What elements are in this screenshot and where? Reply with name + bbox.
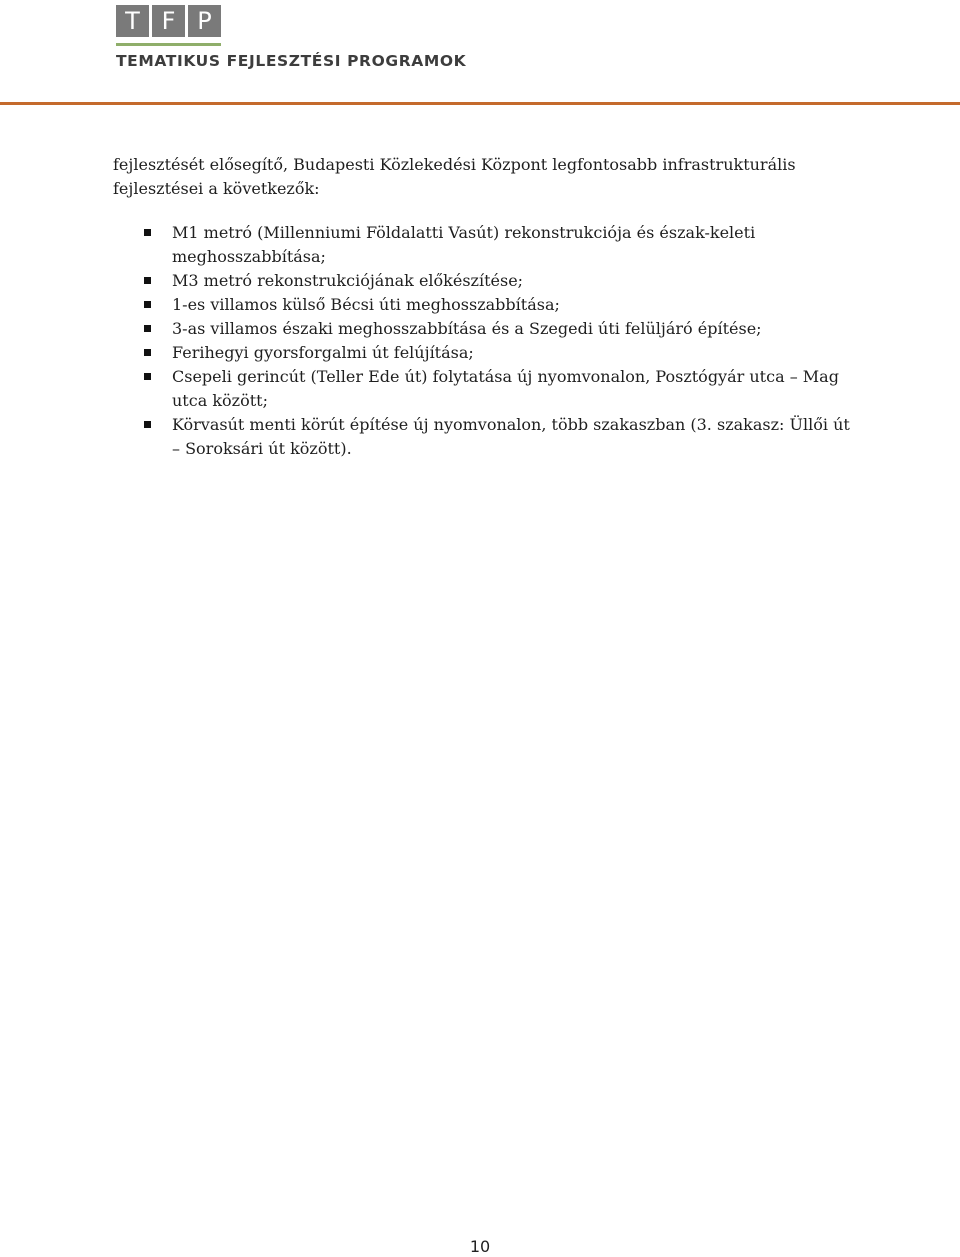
logo-tagline: TEMATIKUS FEJLESZTÉSI PROGRAMOK: [116, 52, 467, 70]
square-bullet-icon: [144, 349, 151, 356]
square-bullet-icon: [144, 277, 151, 284]
logo-letter-t: T: [116, 5, 149, 37]
intro-paragraph: fejlesztését elősegítő, Budapesti Közlekedési Központ legfontosabb infrastrukturális fejlesztései a következők:: [113, 155, 796, 198]
square-bullet-icon: [144, 301, 151, 308]
page-header: [0, 0, 960, 110]
logo-letter-p: P: [188, 5, 221, 37]
document-body: [113, 153, 853, 461]
list-item: [113, 317, 853, 341]
square-bullet-icon: [144, 373, 151, 380]
square-bullet-icon: [144, 421, 151, 428]
tfp-logo: [116, 5, 221, 37]
square-bullet-icon: [144, 229, 151, 236]
list-item-text: Csepeli gerincút (Teller Ede út) folytatása új nyomvonalon, Posztógyár utca – Mag utca között;: [172, 367, 839, 410]
logo-underline: [116, 43, 221, 46]
square-bullet-icon: [144, 325, 151, 332]
list-item-text: M3 metró rekonstrukciójának előkészítése;: [172, 271, 524, 290]
list-item-text: Körvasút menti körút építése új nyomvonalon, több szakaszban (3. szakasz: Üllői út – Soroksári út között).: [172, 415, 850, 458]
logo-letter-f: F: [152, 5, 185, 37]
list-item: [113, 365, 853, 413]
list-item: [113, 341, 853, 365]
page-number: 10: [469, 1237, 491, 1256]
list-item: [113, 413, 853, 461]
list-item-text: Ferihegyi gyorsforgalmi út felújítása;: [172, 343, 474, 362]
list-item: [113, 269, 853, 293]
project-list: [113, 221, 853, 461]
header-divider: [0, 102, 960, 105]
list-item: [113, 293, 853, 317]
list-item-text: 1-es villamos külső Bécsi úti meghosszabbítása;: [172, 295, 560, 314]
list-item-text: 3-as villamos északi meghosszabbítása és a Szegedi úti felüljáró építése;: [172, 319, 762, 338]
list-item: [113, 221, 853, 269]
list-item-text: M1 metró (Millenniumi Földalatti Vasút) rekonstrukciója és észak-keleti meghosszabbítása;: [172, 223, 756, 266]
